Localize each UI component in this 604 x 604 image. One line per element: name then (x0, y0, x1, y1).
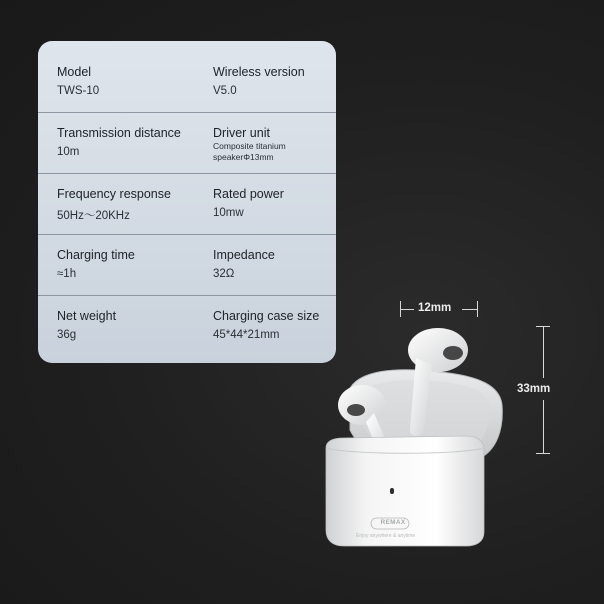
earbud-left-speaker (347, 404, 365, 416)
spec-value: 10m (57, 146, 80, 158)
dimension-tick (536, 453, 550, 454)
spec-label: Model (57, 65, 92, 79)
dimension-line (543, 326, 544, 378)
spec-value: 32Ω (213, 268, 235, 280)
spec-label: Charging time (57, 248, 135, 262)
spec-row (38, 112, 336, 174)
spec-row (38, 51, 336, 113)
case-brand-text: REMAX (380, 519, 406, 526)
spec-label: Frequency response (57, 187, 171, 201)
spec-value: 50Hz〜20KHz (57, 210, 130, 222)
spec-value: ≈1h (57, 268, 77, 280)
dimension-line (543, 400, 544, 453)
spec-label: Rated power (213, 187, 284, 201)
case-tagline-text: Enjoy anywhere & anytime (356, 533, 416, 539)
spec-value: Composite titanium (213, 141, 286, 151)
spec-label: Impedance (213, 248, 275, 262)
spec-value: 45*44*21mm (213, 329, 280, 341)
spec-label: Driver unit (213, 126, 270, 140)
earbuds-case-illustration (320, 310, 520, 550)
width-label: 12mm (418, 302, 452, 314)
height-label: 33mm (517, 383, 551, 395)
spec-label: Charging case size (213, 309, 320, 323)
spec-value: TWS-10 (57, 85, 100, 97)
spec-card (38, 41, 336, 363)
spec-value: 10mw (213, 207, 244, 219)
case-body (326, 436, 484, 546)
spec-row (38, 295, 336, 356)
spec-value: 36g (57, 329, 77, 341)
spec-value: V5.0 (213, 85, 237, 97)
earbud-right-speaker (443, 346, 463, 360)
spec-row (38, 234, 336, 296)
spec-label: Net weight (57, 309, 117, 323)
spec-label: Wireless version (213, 65, 305, 79)
spec-row (38, 173, 336, 235)
earbud-left-head (338, 385, 386, 425)
spec-value: speakerΦ13mm (213, 152, 274, 162)
spec-label: Transmission distance (57, 126, 181, 140)
case-led (390, 488, 394, 494)
